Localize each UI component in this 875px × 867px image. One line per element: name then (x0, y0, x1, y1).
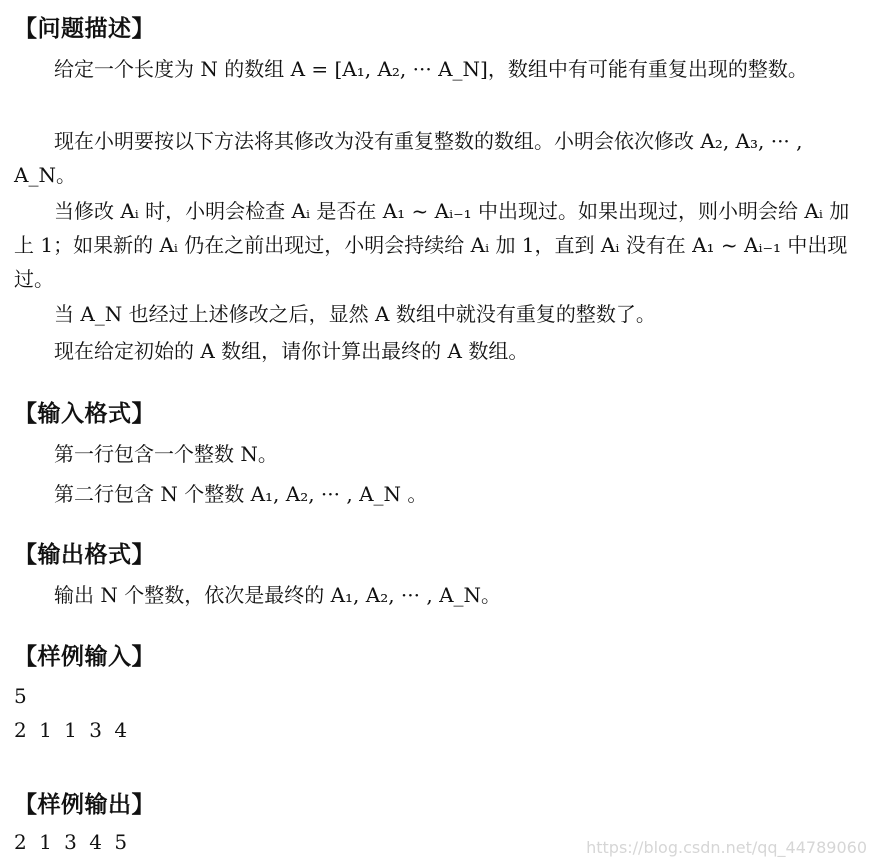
input-format-heading: 【输入格式】 (14, 401, 155, 427)
output-format-line-1: 输出 N 个整数，依次是最终的 A₁, A₂, ··· , A_N。 (54, 583, 502, 607)
sample-input-line-1: 5 (14, 684, 30, 708)
sample-output-line-1: 2 1 3 4 5 (14, 830, 131, 854)
sample-input-line-2: 2 1 1 3 4 (14, 718, 131, 742)
description-paragraph-3: 当修改 Aᵢ 时，小明会检查 Aᵢ 是否在 A₁ ~ Aᵢ₋₁ 中出现过。如果出现过，则小明会给 Aᵢ 加上 1；如果新的 Aᵢ 仍在之前出现过，小明会持续给 Aᵢ 加 1，直到 Aᵢ 没有在 A₁ ~ Aᵢ₋₁ 中出现过。 (14, 199, 850, 291)
sample-output-heading: 【样例输出】 (14, 792, 155, 818)
output-format-heading: 【输出格式】 (14, 542, 155, 568)
sample-input-heading: 【样例输入】 (14, 644, 155, 670)
description-paragraph-4: 当 A_N 也经过上述修改之后，显然 A 数组中就没有重复的整数了。 (54, 302, 656, 326)
description-paragraph-1: 给定一个长度为 N 的数组 A = [A₁, A₂, ··· A_N]，数组中有可能有重复出现的整数。 (54, 57, 808, 81)
problem-description-heading: 【问题描述】 (14, 16, 155, 42)
input-format-line-2: 第二行包含 N 个整数 A₁, A₂, ··· , A_N 。 (54, 482, 428, 506)
description-paragraph-5: 现在给定初始的 A 数组，请你计算出最终的 A 数组。 (54, 339, 529, 363)
description-paragraph-2: 现在小明要按以下方法将其修改为没有重复整数的数组。小明会依次修改 A₂, A₃, ··· , A_N。 (14, 129, 803, 187)
input-format-line-1: 第一行包含一个整数 N。 (54, 442, 278, 466)
watermark-text: https://blog.csdn.net/qq_44789060 (586, 838, 867, 857)
